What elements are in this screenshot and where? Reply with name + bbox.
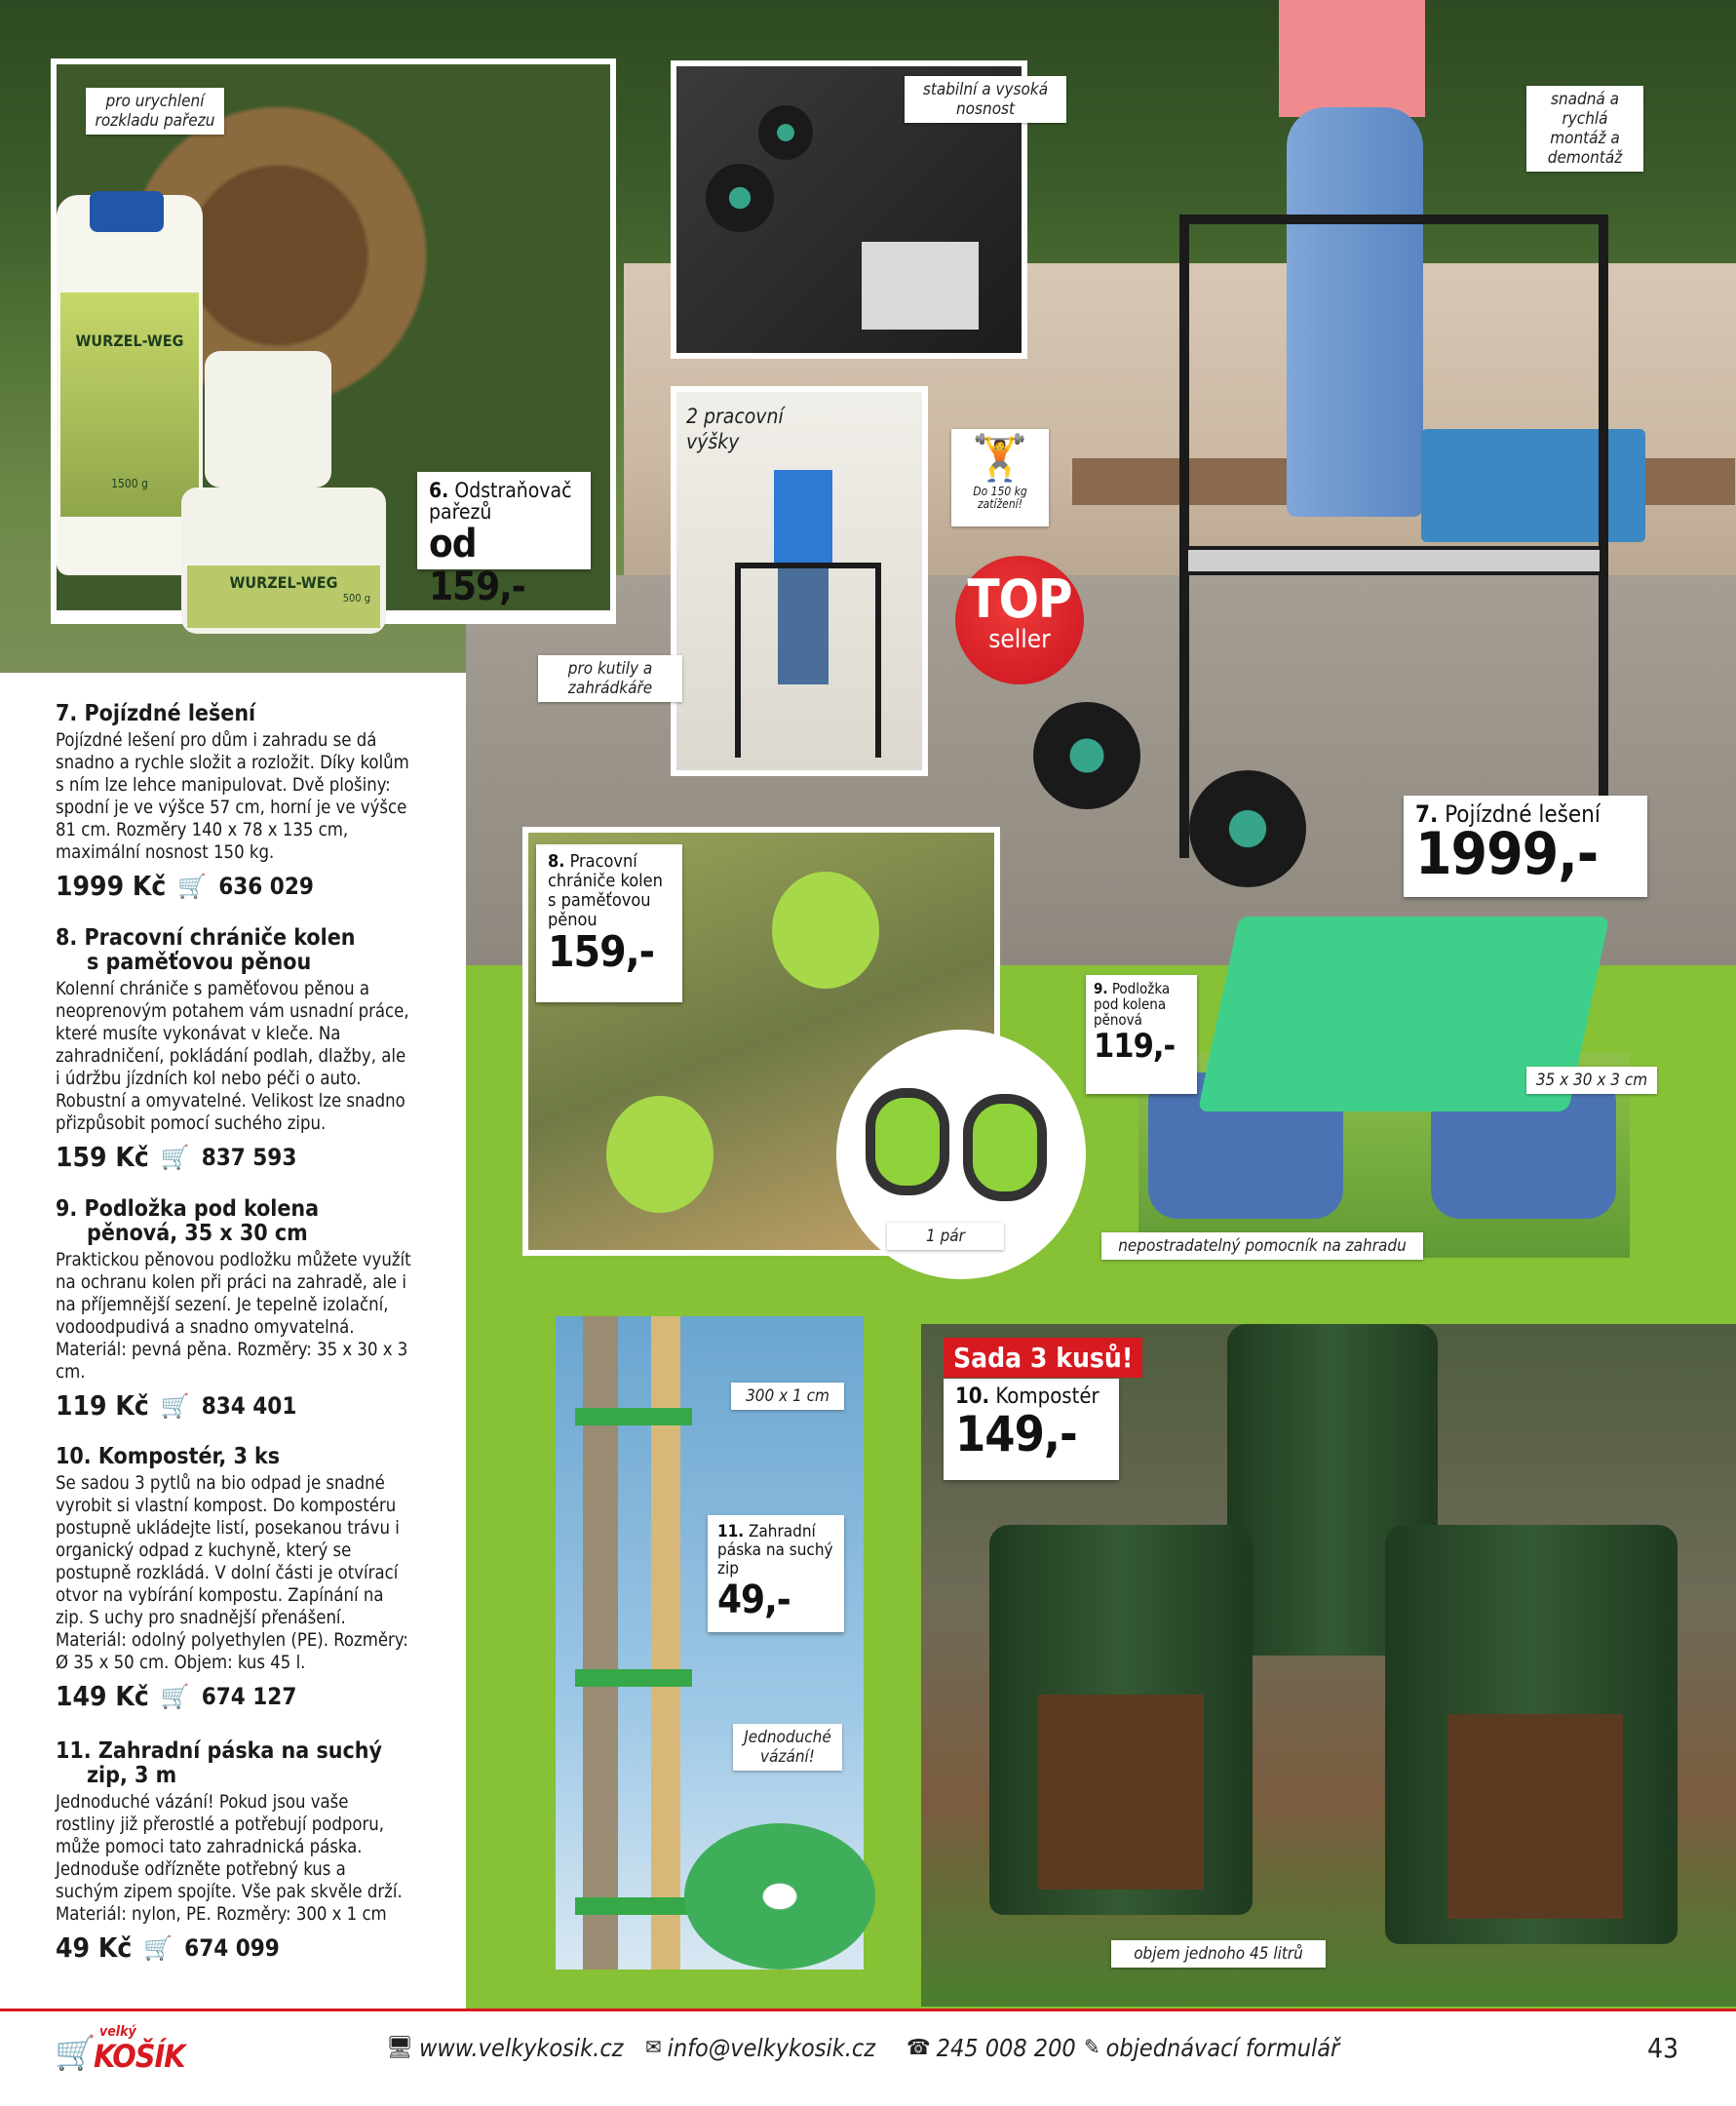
logo-cart-icon: 🛒 [55, 2034, 96, 2073]
top-label: TOP [967, 568, 1072, 630]
note-mat: nepostradatelný pomocník na zahradu [1101, 1232, 1423, 1260]
scaffold-wheel [1033, 702, 1140, 809]
item-description: Kolenní chrániče s paměťovou pěnou a neoprenovým potahem vám usnadní práce, které musíte vykonávat v kleče. Na zahradničení, pokládání podlah, dlažby, ale i údržbu jízdních kol nebo péči o auto. Robustní a omyvatelné. Velikost lze snadno přizpůsobit pomocí suchého zipu. [56, 979, 409, 1134]
item-description: Jednoduché vázání! Pokud jsou vaše rostliny již přerostlé a potřebují podporu, může pomoci tato zahradnická páska. Jednoduše odřízněte potřebný kus a suchým zipem spojíte. Vše pak skvěle drží. Materiál: nylon, PE. Rozměry: 300 x 1 cm [56, 1792, 403, 1925]
item-11 [56, 1739, 411, 1964]
knee-pad [772, 872, 879, 989]
footer-form-text[interactable]: objednávací formulář [1105, 2034, 1340, 2062]
scaffold-platform [1184, 546, 1603, 575]
item-code: 636 029 [218, 872, 314, 900]
item-title-line: 9. Podložka pod kolena [56, 1196, 320, 1222]
price-tag-price: od 159,- [429, 522, 525, 609]
tape-roll [684, 1823, 875, 1970]
price-tag-price: 1999,- [1415, 820, 1599, 888]
note-assembly: snadná a rychlá montáž a demontáž [1526, 86, 1643, 172]
painter-shirt [774, 470, 832, 567]
page-number: 43 [1647, 2032, 1679, 2064]
item-price: 149 Kč [56, 1680, 149, 1712]
item-title-line: s paměťovou pěnou [87, 950, 312, 975]
item-title [56, 1197, 411, 1246]
item-7 [56, 702, 411, 902]
folded-wheel [706, 164, 774, 232]
price-tag-label: Odstraňovač pařezů [429, 479, 572, 524]
price-tag-label: Pojízdné lešení [1445, 800, 1601, 828]
compost-opening [1447, 1714, 1623, 1919]
note-stump: pro urychlení rozkladu pařezu [86, 88, 224, 135]
note-diy: pro kutily a zahrádkáře [538, 655, 682, 702]
price-tag-number: 8. [548, 851, 565, 872]
cart-icon: 🛒 [160, 1143, 190, 1171]
person-shirt [1279, 0, 1425, 117]
bottle-weight: 1500 g [111, 477, 148, 490]
jar-label [187, 566, 380, 628]
price-tag-number: 10. [955, 1384, 990, 1409]
item-title [56, 1445, 411, 1469]
item-price: 119 Kč [56, 1389, 149, 1422]
folded-wheel [758, 105, 813, 160]
item-order-row [56, 1931, 411, 1964]
top-seller-badge [955, 556, 1084, 684]
tape-band [575, 1897, 692, 1915]
footer-web[interactable] [386, 2034, 623, 2062]
price-tag-6 [417, 472, 591, 609]
item-order-row [56, 1141, 411, 1173]
form-icon: ✎ [1084, 2036, 1100, 2060]
price-tag-9 [1086, 975, 1197, 1094]
folded-platform [862, 242, 979, 330]
price-tag-price: 149,- [955, 1406, 1077, 1462]
price-tag-label: Zahradní páska na suchý zip [717, 1522, 833, 1579]
cart-icon: 🛒 [160, 1682, 190, 1710]
jar-weight: 500 g [342, 592, 370, 604]
note-tape-size: 300 x 1 cm [731, 1383, 844, 1410]
velky-kosik-logo[interactable] [55, 2024, 191, 2083]
item-title [56, 926, 411, 975]
phone-icon: ☎ [907, 2036, 931, 2060]
footer-form[interactable] [1084, 2034, 1339, 2062]
item-description: Se sadou 3 pytlů na bio odpad je snadné vyrobit si vlastní kompost. Do kompostéru postupně ukládejte listí, posekanou trávu i organický odpad z kuchyně, který se postupně rozkládá. V dolní části je otvírací otvor na vybírání kompostu. Zapínání na zip. S uchy pro snadnější přenášení. Materiál: odolný polyethylen (PE). Rozměry: Ø 35 x 50 cm. Objem: kus 45 l. [56, 1473, 408, 1673]
item-title-line: 11. Zahradní páska na suchý [56, 1738, 382, 1764]
price-tag-price: 49,- [717, 1578, 791, 1622]
item-code: 837 593 [201, 1143, 297, 1171]
cart-icon: 🛒 [177, 872, 208, 900]
price-tag-price: 159,- [548, 927, 655, 977]
item-8 [56, 926, 411, 1173]
item-title [56, 702, 411, 726]
item-order-row [56, 870, 411, 902]
scaffold-wheel [1189, 770, 1306, 887]
load-capacity-text: Do 150 kg zatížení! [973, 485, 1027, 511]
item-code: 834 401 [201, 1391, 297, 1420]
note-cart: stabilní a vysoká nosnost [905, 76, 1066, 123]
item-description: Praktickou pěnovou podložku můžete využít na ochranu kolen při práci na zahradě, ale i na příjemnější sezení. Je tepelně izolační, vodoodpudivá a snadno omyvatelná. Materiál: pevná pěna. Rozměry: 35 x 30 x 3 cm. [56, 1250, 411, 1383]
price-tag-number: 6. [429, 479, 449, 502]
item-price: 159 Kč [56, 1141, 149, 1173]
item-title-line: pěnová, 35 x 30 cm [87, 1221, 308, 1246]
load-capacity-box [951, 429, 1049, 526]
item-title-line: 10. Kompostér, 3 ks [56, 1444, 281, 1469]
item-title [56, 1739, 411, 1788]
logo-big-text: KOŠÍK [94, 2038, 185, 2075]
bottle-cap [90, 191, 164, 232]
footer-phone[interactable] [907, 2034, 1076, 2062]
remover-jar-small [205, 351, 331, 488]
item-title-line: 8. Pracovní chrániče kolen [56, 925, 356, 951]
compost-opening [1038, 1695, 1204, 1890]
item-title-line: 7. Pojízdné lešení [56, 701, 256, 726]
price-tag-number: 11. [717, 1522, 745, 1541]
footer-email-text[interactable]: info@velkykosik.cz [667, 2034, 876, 2062]
seller-label: seller [988, 625, 1051, 654]
item-order-row [56, 1389, 411, 1422]
note-pair: 1 pár [887, 1223, 1004, 1250]
price-tag-10 [944, 1379, 1119, 1480]
footer-web-text[interactable]: www.velkykosik.cz [418, 2034, 624, 2062]
note-heights: 2 pracovní výšky [686, 405, 784, 453]
item-title-line: zip, 3 m [87, 1763, 177, 1788]
logo-small-text: velký [99, 2024, 136, 2040]
cart-icon: 🛒 [160, 1391, 190, 1420]
price-tag-11 [708, 1515, 844, 1632]
scaffold-frame [1179, 214, 1608, 858]
item-code: 674 127 [201, 1682, 297, 1710]
footer-email[interactable] [645, 2034, 875, 2062]
footer-phone-text[interactable]: 245 008 200 [936, 2034, 1076, 2062]
item-code: 674 099 [184, 1933, 280, 1962]
scaffold-frame-small [735, 563, 881, 758]
item-price: 1999 Kč [56, 870, 167, 902]
knee-pad-right [963, 1094, 1047, 1201]
item-price: 49 Kč [56, 1931, 133, 1964]
bottle-label [60, 292, 199, 517]
note-bag-volume: objem jednoho 45 litrů [1111, 1940, 1326, 1968]
price-tag-8 [536, 844, 682, 1002]
note-mat-size: 35 x 30 x 3 cm [1526, 1067, 1657, 1094]
tape-band [575, 1669, 692, 1687]
price-tag-label: Podložka pod kolena pěnová [1094, 980, 1171, 1029]
knee-pad [606, 1096, 714, 1213]
barbell-icon: 🏋 [972, 431, 1028, 484]
item-9 [56, 1197, 411, 1422]
jar-brand: WURZEL-WEG [229, 573, 338, 592]
item-10 [56, 1445, 411, 1712]
cart-icon: 🛒 [143, 1933, 174, 1962]
note-tape: Jednoduché vázání! [733, 1724, 842, 1771]
tape-band [575, 1408, 692, 1425]
price-tag-number: 9. [1094, 980, 1108, 997]
item-order-row [56, 1680, 411, 1712]
bottle-brand: WURZEL-WEG [75, 332, 184, 350]
price-tag-number: 7. [1415, 800, 1439, 828]
monitor-icon: 🖥 [386, 2036, 413, 2060]
set-badge: Sada 3 kusů! [944, 1338, 1142, 1378]
price-tag-price: 119,- [1094, 1027, 1176, 1066]
price-tag-label: Kompostér [995, 1384, 1099, 1409]
price-tag-label: Pracovní chrániče kolen s paměťovou pěnou [548, 851, 663, 930]
mail-icon: ✉ [645, 2036, 662, 2060]
knee-pad-left [866, 1088, 949, 1195]
item-description: Pojízdné lešení pro dům i zahradu se dá snadno a rychle složit a rozložit. Díky kolům s ním lze lehce manipulovat. Dvě plošiny: spodní je ve výšce 57 cm, horní je ve výšce 81 cm. Rozměry 140 x 78 x 135 cm, maximální nosnost 150 kg. [56, 730, 409, 863]
price-tag-7 [1404, 796, 1647, 897]
